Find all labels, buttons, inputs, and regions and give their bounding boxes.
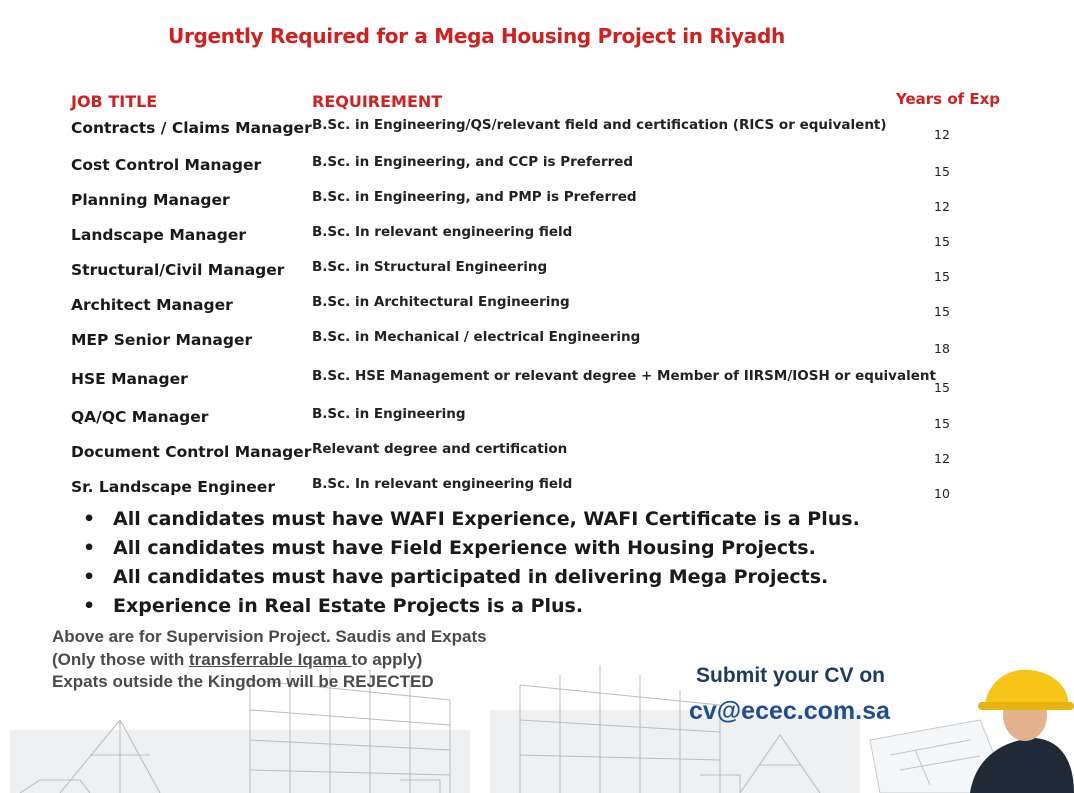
years-cell: 10 — [934, 486, 950, 501]
years-cell: 15 — [934, 234, 950, 249]
job-title-cell: Cost Control Manager — [71, 156, 262, 174]
job-title-cell: Document Control Manager — [71, 443, 312, 461]
years-cell: 15 — [934, 416, 950, 431]
bullet-icon: • — [83, 537, 96, 559]
list-item: • All candidates must have WAFI Experience, WAFI Certificate is a Plus. — [80, 505, 860, 534]
requirement-cell: B.Sc. in Engineering — [312, 406, 466, 422]
table-row — [0, 331, 1074, 361]
bullet-icon: • — [83, 595, 96, 617]
requirements-bullet-list — [80, 505, 860, 621]
column-header-requirement: REQUIREMENT — [312, 92, 443, 111]
job-title-cell: Sr. Landscape Engineer — [71, 478, 275, 496]
table-row — [0, 370, 1074, 400]
years-cell: 15 — [934, 304, 950, 319]
list-item: • All candidates must have Field Experience with Housing Projects. — [80, 534, 860, 563]
requirement-cell: B.Sc. in Mechanical / electrical Engineering — [312, 329, 641, 345]
eligibility-note: Above are for Supervision Project. Saudis and Expats (Only those with transferrable Iqama to apply) Expats outside the Kingdom will be REJECTED — [52, 627, 487, 691]
years-cell: 15 — [934, 164, 950, 179]
table-row — [0, 191, 1074, 221]
years-cell: 15 — [934, 380, 950, 395]
table-row — [0, 156, 1074, 186]
column-header-years-of-exp: Years of Exp — [896, 90, 1001, 108]
table-row — [0, 443, 1074, 473]
submit-email-link[interactable]: cv@ecec.com.sa — [689, 697, 890, 725]
column-header-job-title: JOB TITLE — [71, 92, 158, 111]
headline: Urgently Required for a Mega Housing Project in Riyadh — [168, 24, 785, 48]
table-row — [0, 478, 1074, 508]
years-cell: 12 — [934, 199, 950, 214]
job-title-cell: Landscape Manager — [71, 226, 246, 244]
bullet-icon: • — [83, 566, 96, 588]
table-row — [0, 296, 1074, 326]
requirement-cell: B.Sc. HSE Management or relevant degree + Member of IIRSM/IOSH or equivalent — [312, 368, 936, 384]
job-title-cell: MEP Senior Manager — [71, 331, 253, 349]
requirement-cell: B.Sc. in Engineering/QS/relevant field and certification (RICS or equivalent) — [312, 117, 887, 133]
table-row — [0, 119, 1074, 149]
job-title-cell: HSE Manager — [71, 370, 188, 388]
requirement-cell: B.Sc. in Architectural Engineering — [312, 294, 570, 310]
requirement-cell: B.Sc. in Engineering, and PMP is Preferred — [312, 189, 637, 205]
requirement-cell: B.Sc. in Structural Engineering — [312, 259, 548, 275]
iqama-underlined-text: transferrable Iqama — [188, 649, 352, 669]
requirement-cell: B.Sc. In relevant engineering field — [312, 224, 573, 240]
table-row — [0, 408, 1074, 438]
construction-worker-icon — [860, 660, 1074, 793]
years-cell: 15 — [934, 269, 950, 284]
job-title-cell: Architect Manager — [71, 296, 233, 314]
table-row — [0, 226, 1074, 256]
requirement-cell: Relevant degree and certification — [312, 441, 568, 457]
bullet-icon: • — [83, 508, 96, 530]
job-title-cell: QA/QC Manager — [71, 408, 209, 426]
job-title-cell: Planning Manager — [71, 191, 230, 209]
job-title-cell: Contracts / Claims Manager — [71, 119, 312, 137]
table-row — [0, 261, 1074, 291]
requirement-cell: B.Sc. In relevant engineering field — [312, 476, 573, 492]
requirement-cell: B.Sc. in Engineering, and CCP is Preferred — [312, 154, 634, 170]
rejection-notice: Expats outside the Kingdom will be REJECTED — [52, 672, 434, 691]
job-title-cell: Structural/Civil Manager — [71, 261, 285, 279]
submit-cv-label: Submit your CV on — [696, 664, 885, 687]
list-item: • Experience in Real Estate Projects is a Plus. — [80, 592, 860, 621]
list-item: • All candidates must have participated in delivering Mega Projects. — [80, 563, 860, 592]
years-cell: 12 — [934, 451, 950, 466]
years-cell: 12 — [934, 127, 950, 142]
years-cell: 18 — [934, 341, 950, 356]
